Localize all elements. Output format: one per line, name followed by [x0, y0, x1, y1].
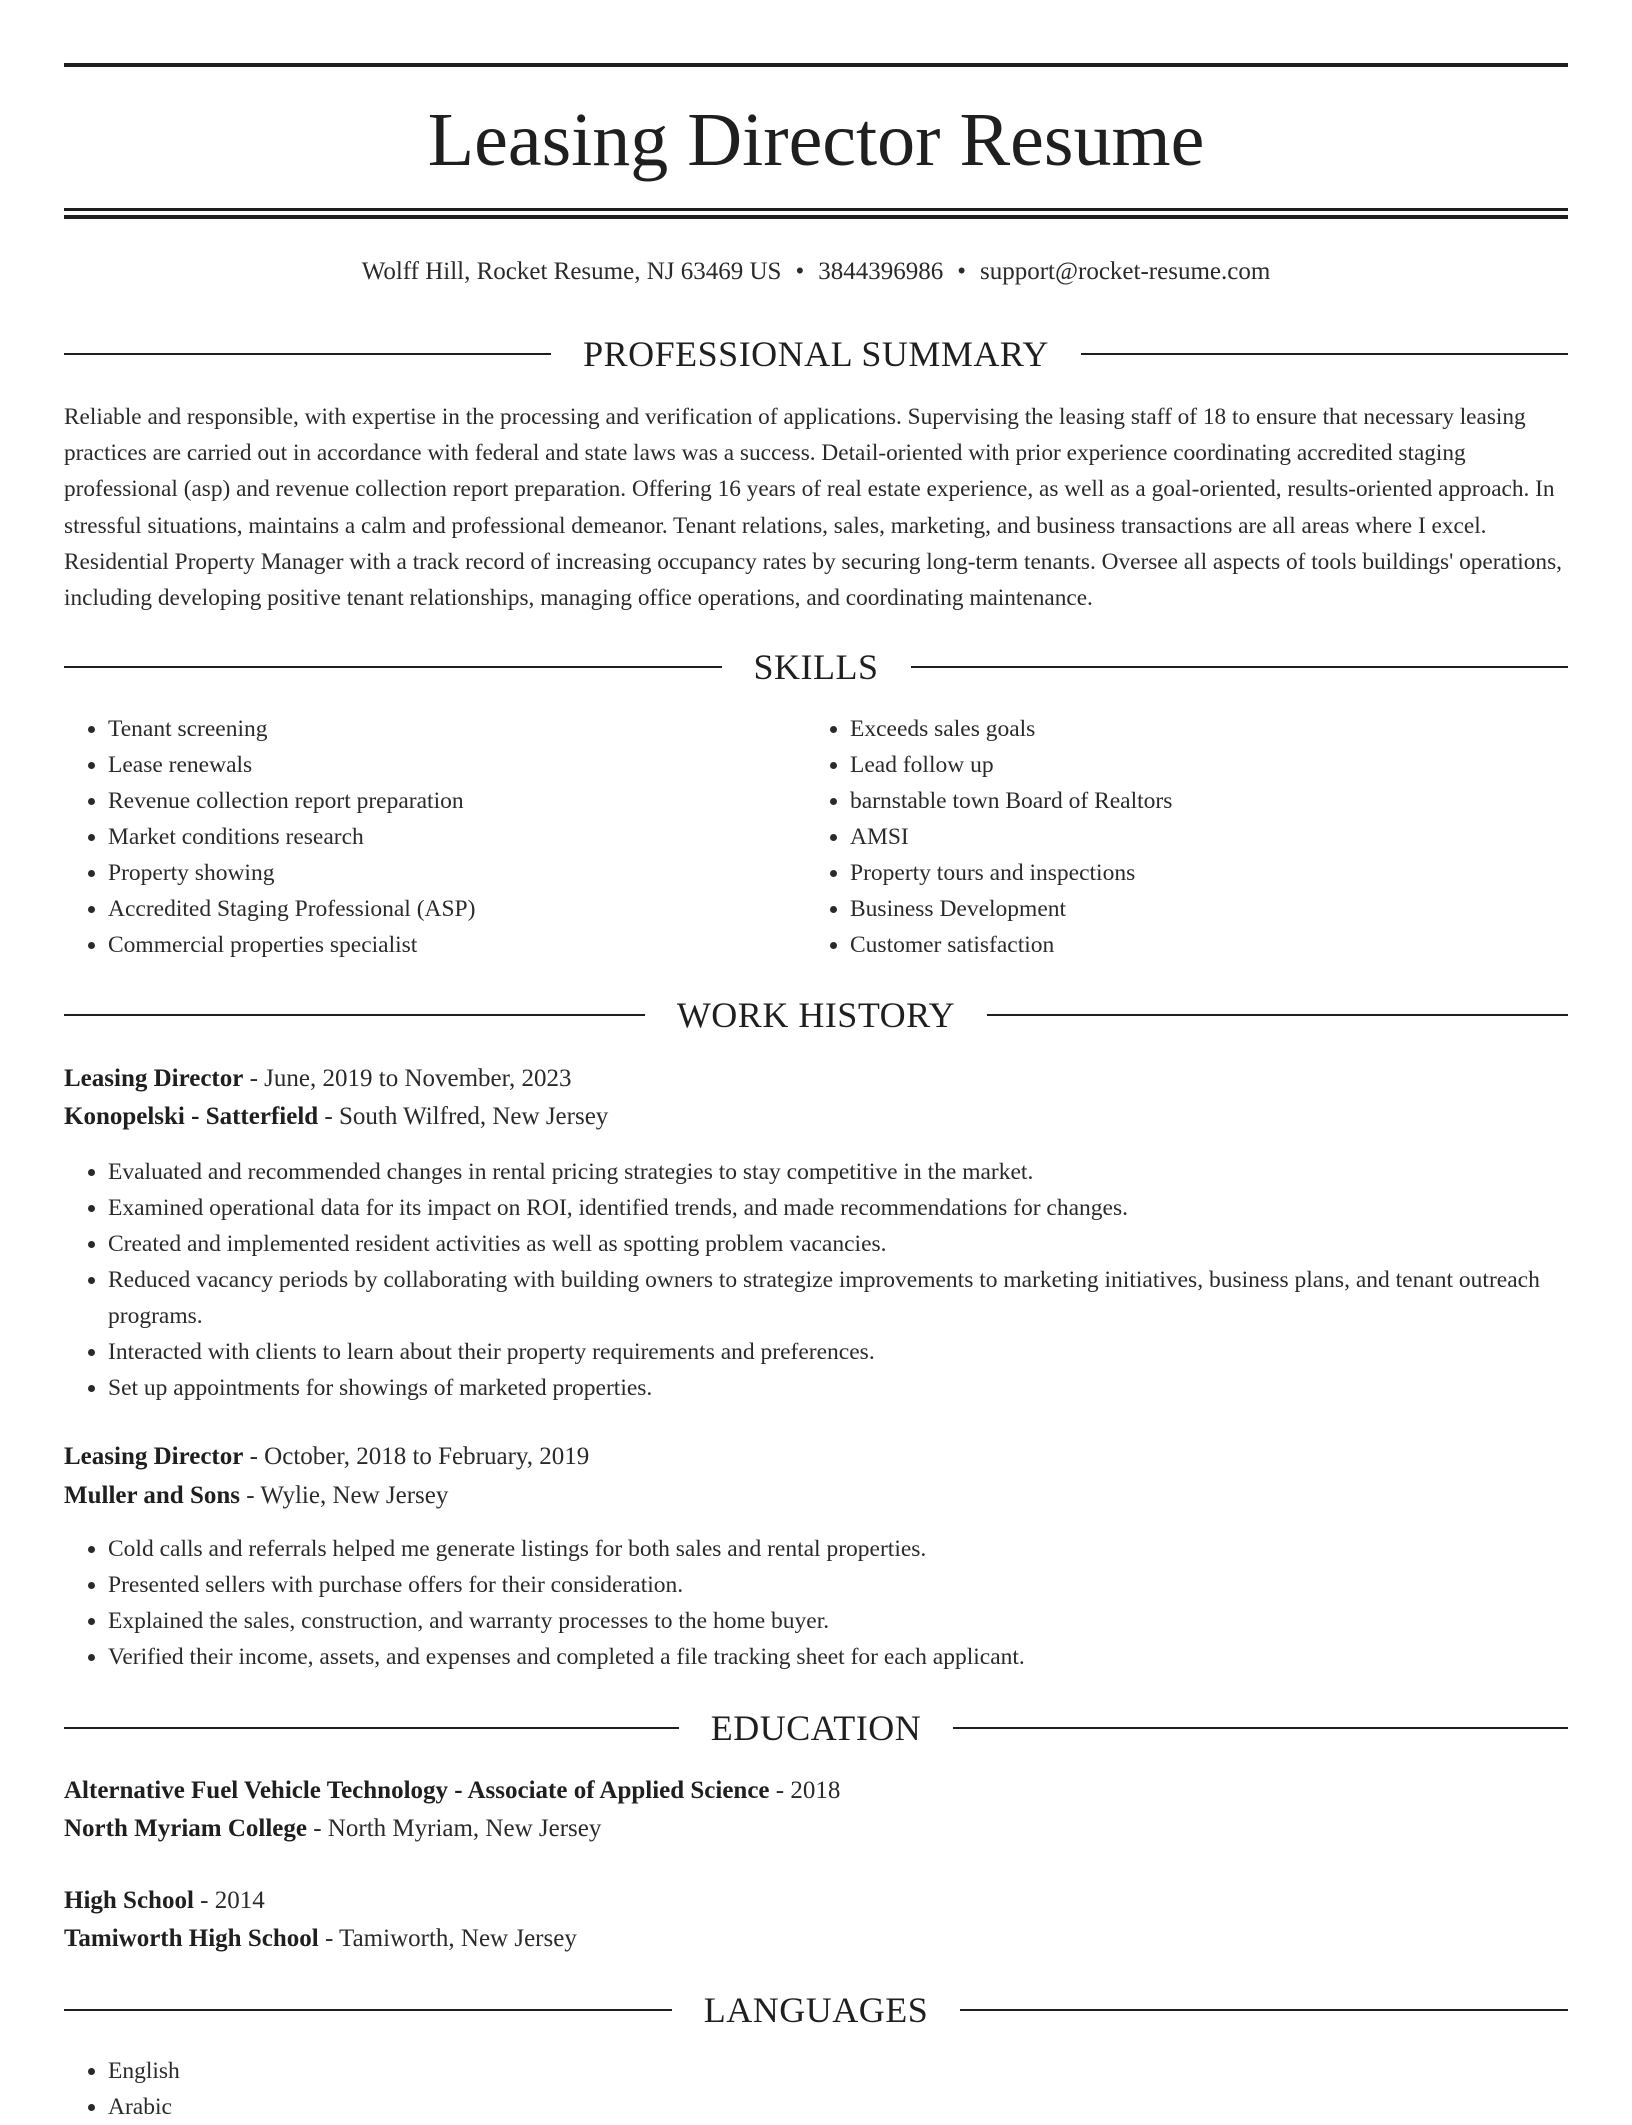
education-location: - North Myriam, New Jersey	[306, 1815, 602, 1842]
skill-item: • Property showing	[108, 855, 804, 891]
skills-column-left	[64, 711, 804, 963]
education-degree-line	[64, 1772, 1568, 1810]
job-company: Muller and Sons	[64, 1482, 240, 1509]
job-bullet-list	[64, 1154, 1568, 1406]
skill-item: • barnstable town Board of Realtors	[850, 783, 1566, 819]
job-location: - Wylie, New Jersey	[239, 1482, 449, 1509]
language-item: • English	[108, 2053, 1568, 2089]
contact-address: Wolff Hill, Rocket Resume, NJ 63469 US	[361, 258, 782, 285]
section-title: LANGUAGES	[703, 1990, 929, 2030]
skill-item: • Property tours and inspections	[850, 855, 1566, 891]
job-bullet: • Explained the sales, construction, and warranty processes to the home buyer.	[108, 1603, 1568, 1639]
resume-title: Leasing Director Resume	[427, 98, 1205, 182]
heading-rule-right	[953, 1727, 1568, 1729]
languages-list	[64, 2053, 1568, 2125]
job-bullet: • Reduced vacancy periods by collaborating with building owners to strategize improvements to marketing initiatives, business plans, and tenant outreach programs.	[108, 1262, 1568, 1334]
skills-column-right	[806, 711, 1566, 963]
heading-rule-right	[1081, 353, 1568, 355]
skills-list-left	[64, 711, 804, 963]
heading-rule-right	[911, 666, 1569, 668]
top-rule	[64, 63, 1568, 67]
section-heading-summary	[64, 330, 1568, 378]
contact-email[interactable]: support@rocket-resume.com	[979, 258, 1271, 285]
job-company-line	[64, 1477, 1568, 1515]
job-title-line	[64, 1060, 1568, 1098]
heading-rule-left	[64, 1014, 645, 1016]
job-location: - South Wilfred, New Jersey	[318, 1103, 609, 1130]
section-title: WORK HISTORY	[676, 995, 956, 1035]
skill-item: • Tenant screening	[108, 711, 804, 747]
section-heading-education	[64, 1704, 1568, 1752]
heading-rule-right	[960, 2009, 1568, 2011]
contact-phone[interactable]: 3844396986	[818, 258, 944, 285]
education-year: - 2014	[193, 1887, 265, 1914]
heading-rule-left	[64, 1727, 679, 1729]
section-heading-skills	[64, 643, 1568, 691]
job-bullet-list	[64, 1531, 1568, 1675]
education-degree: High School	[64, 1887, 194, 1914]
languages-block	[64, 2053, 1568, 2125]
education-school: Tamiworth High School	[64, 1925, 319, 1952]
education-school-line	[64, 1920, 1568, 1958]
skill-item: • Business Development	[850, 891, 1566, 927]
job-dates: - October, 2018 to February, 2019	[243, 1443, 590, 1470]
language-item: • Arabic	[108, 2089, 1568, 2125]
section-title: SKILLS	[753, 647, 879, 687]
education-degree: Alternative Fuel Vehicle Technology - Associate of Applied Science	[64, 1777, 770, 1804]
skill-item: • Lease renewals	[108, 747, 804, 783]
job-company: Konopelski - Satterfield	[64, 1103, 319, 1130]
skill-item: • Commercial properties specialist	[108, 927, 804, 963]
job-bullets	[64, 1154, 1568, 1406]
job-bullet: • Presented sellers with purchase offers for their consideration.	[108, 1567, 1568, 1603]
contact-separator: •	[957, 258, 966, 285]
skill-item: • Accredited Staging Professional (ASP)	[108, 891, 804, 927]
section-heading-languages	[64, 1986, 1568, 2034]
contact-line	[64, 254, 1568, 290]
job-bullet: • Verified their income, assets, and expenses and completed a file tracking sheet for each applicant.	[108, 1639, 1568, 1675]
heading-rule-right	[987, 1014, 1568, 1016]
skills-list-right	[806, 711, 1566, 963]
job-title: Leasing Director	[64, 1065, 244, 1092]
skill-item: • Market conditions research	[108, 819, 804, 855]
skill-item: • Exceeds sales goals	[850, 711, 1566, 747]
section-heading-work-history	[64, 991, 1568, 1039]
contact-separator: •	[795, 258, 805, 285]
job-bullet: • Evaluated and recommended changes in rental pricing strategies to stay competitive in the market.	[108, 1154, 1568, 1190]
education-school-line	[64, 1810, 1568, 1848]
job-bullet: • Cold calls and referrals helped me generate listings for both sales and rental properties.	[108, 1531, 1568, 1567]
job-company-line	[64, 1098, 1568, 1136]
skill-item: • Lead follow up	[850, 747, 1566, 783]
education-location: - Tamiworth, New Jersey	[318, 1925, 577, 1952]
heading-rule-left	[64, 2009, 672, 2011]
section-title: EDUCATION	[710, 1708, 922, 1748]
summary-text: Reliable and responsible, with expertise in the processing and verification of applications. Supervising the leasing staff of 18 to ensure that necessary leasing practices are carried out in accordance with federal and state laws was a success. Detail-oriented with prior experience coordinating accredited staging professional (asp) and revenue collection report preparation. Offering 16 years of real estate experience, as well as a goal-oriented, results-oriented approach. In stressful situations, maintains a calm and professional demeanor. Tenant relations, sales, marketing, and business transactions are all areas where I excel. Residential Property Manager with a track record of increasing occupancy rates by securing long-term tenants. Oversee all aspects of tools buildings' operations, including developing positive tenant relationships, managing office operations, and coordinating maintenance.	[64, 404, 1562, 612]
job-bullet: • Created and implemented resident activities as well as spotting problem vacancies.	[108, 1226, 1568, 1262]
job-bullets	[64, 1531, 1568, 1675]
skill-item: • Revenue collection report preparation	[108, 783, 804, 819]
skill-item: • AMSI	[850, 819, 1566, 855]
job-title-line	[64, 1438, 1568, 1476]
skill-item: • Customer satisfaction	[850, 927, 1566, 963]
education-school: North Myriam College	[64, 1815, 307, 1842]
job-dates: - June, 2019 to November, 2023	[243, 1065, 572, 1092]
double-rule	[64, 208, 1568, 219]
job-title: Leasing Director	[64, 1443, 244, 1470]
job-bullet: • Examined operational data for its impact on ROI, identified trends, and made recommendations for changes.	[108, 1190, 1568, 1226]
job-bullet: • Set up appointments for showings of marketed properties.	[108, 1370, 1568, 1406]
section-title: PROFESSIONAL SUMMARY	[583, 334, 1049, 374]
heading-rule-left	[64, 353, 551, 355]
education-year: - 2018	[769, 1777, 841, 1804]
heading-rule-left	[64, 666, 722, 668]
education-degree-line	[64, 1882, 1568, 1920]
job-bullet: • Interacted with clients to learn about their property requirements and preferences.	[108, 1334, 1568, 1370]
